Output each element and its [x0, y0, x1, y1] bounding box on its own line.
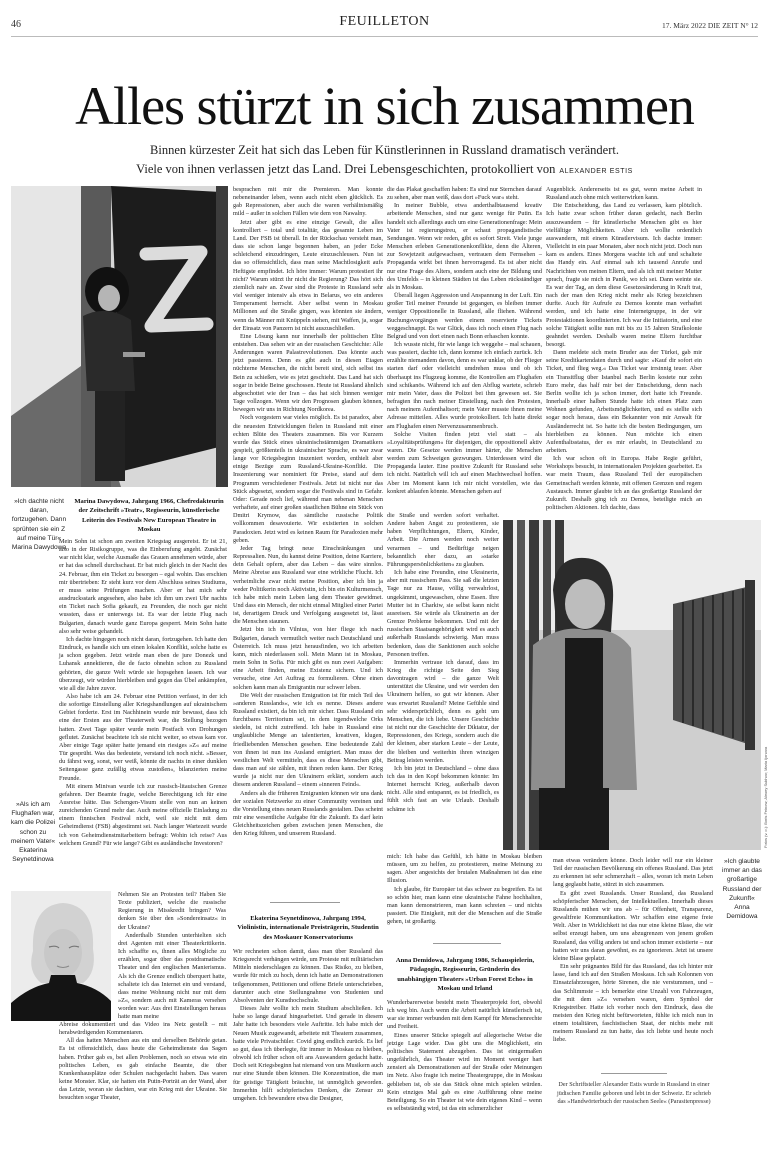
- paragraph: Abreise dokumentiert und das Video ins Netz gestellt – mit herabwürdigenden Kommentaren.: [59, 1021, 227, 1037]
- paragraph: Augenblick. Andererseits ist es gut, wenn meine Arbeit in Russland auch ohne mich weiterwirken kann.: [546, 186, 702, 202]
- paragraph: Also habe ich am 24. Februar eine Petition verfasst, in der ich die sofortige Einstellung aller Kriegshandlungen auf ukrainischem Gebiet forderte. Erst im Nachhinein wurde mir bewusst, dass ich eine der Ersten aus der Theaterwelt war, die Stellung bezogen hatten. Zwei Tage später wurde mein Postfach von Drohungen geflutet. Zunächst beachtete ich sie nicht weiter, so etwas kam vor. Aber einige Tage später hatte jemand ein riesiges »Z« auf meine Tür gesprüht. Was das bedeutete, verstand ich noch nicht. »Besser, du fährst weg, sonst, wer weiß, könnte dir nachts in einer dunklen Seitengasse ganz zufällig etwas zustoßen«, bilanzierten meine Freunde.: [59, 692, 227, 782]
- paragraph: Ich war schon oft in Europa. Habe Regie geführt, Workshops besucht, in internationalen Projekten gearbeitet. Es war mein Traum, dass Russland Teil der europäischen Gemeinschaft werden könnte, mit offenen Grenzen und regem Austausch. Immer glaubte ich an das großartige Russland der Zukunft. Deshalb ging ich zu Demos, beteiligte mich an politischen Aktionen. Ich dachte, dass: [546, 455, 702, 512]
- paragraph: Ich habe eine Freundin, eine Ukrainerin, aber mit russischem Pass. Sie saß die letzten Tage nur zu Hause, völlig verwahrlost, ungekämmt, ungewaschen, ohne Essen. Ihre Mutter ist in Charkiw, sie selbst kann nicht ausreisen. Sie würde als Ukrainerin an der Grenze Probleme bekommen. Und mit der russischen Staatsangehörigkeit wird es auch außerhalb Russlands schwierig. Man muss bedenken, dass die Sanktionen auch solche Personen treffen.: [387, 569, 499, 658]
- column-3-text-anna: [387, 999, 542, 1113]
- photo-anna-image: [503, 520, 761, 850]
- headline: Alles stürzt in sich zusammen: [75, 76, 694, 136]
- deck: [0, 141, 769, 181]
- section-title: FEUILLETON: [339, 14, 430, 29]
- column-3-text: [387, 186, 542, 496]
- author-footnote: Der Schriftsteller Alexander Estis wurde in Russland in einer jüdischen Familie geboren und lebt in der Schweiz. Er schrieb das »Handwörterbuch der russischen Seele« (Parasitenpresse): [557, 1081, 711, 1105]
- deck-line-2-text: Viele von ihnen verlassen jetzt das Land. Drei Lebensgeschichten, protokolliert von: [136, 162, 556, 176]
- paragraph: Eine Lösung kann nur innerhalb der politischen Elite entstehen. Das sehen wir an der russischen Geschichte: Alle Änderungen waren Palastrevolutionen. Das könnte auch jetzt passieren. Denn es gibt auch in diesen Etagen nüchterne Menschen, die nicht bereit sind, sich selbst ins Bein zu schießen, wie es jetzt geschieht. Das Land hat sich sogar in beide Beine geschossen. Heute ist Russland ähnlich abgeschottet wie der Iran – das hat sich binnen weniger Tage vollzogen. Wenn wir den Prognosen glauben können, bewegen wir uns in Richtung Nordkorea.: [233, 332, 383, 414]
- pull-quote-attribution: Anna Demidowa: [726, 904, 758, 921]
- paragraph: Ich dachte hingegen noch nicht daran, fortzugehen. Ich hatte den Eindruck, es handle sich um einen lokalen Konflikt, solche hatte es ja schon gegeben. Jetzt würde man eben de jure Donezk und Luhansk annektieren, die de facto ohnehin schon zu Russland gehörten, die ganze Welt würde sie hopsgehen lassen. Ich war überzeugt, wir würden hierbleiben und gegen das Übel ankämpfen, wie all die Jahre zuvor.: [59, 635, 227, 692]
- paragraph: Dann meldete sich mein Bruder aus der Türkei, gab mir seine Kreditkartendaten durch und sagte: »Kauf dir sofort ein Ticket, und flieg weg.« Das Ticket war irrsinnig teuer. Aber ein Transitflug über Istanbul nach Berlin kostete nur zehn Euro mehr, das half mir bei der Entscheidung, denn nach Berlin wollte ich ja schon immer, dort hatte ich Freunde. Innerhalb einer halben Stunde hatte ich einen Platz zum Wohnen gefunden, Arbeitsmöglichkeiten, und es stellte sich sogar noch heraus, dass ein Bekannter von mir Anwalt für Ausländerrecht ist. So hatte ich die besten Bedingungen, um hierbleiben zu können. Nun möchte ich einen Aufenthaltsstatus, der es mir erlaubt, in Deutschland zu arbeiten.: [546, 349, 702, 454]
- paragraph: Solche Visiten finden jetzt viel statt – als »Loyalitätsprüfungen« für diejenigen, die oppositionell aktiv waren. Die Gesetze werden immer härter, die Menschen werden zum Schweigen gezwungen. Unterdessen wird die Propaganda lauter. Eine positive Zukunft für Russland sehe ich nicht. Natürlich will ich auf einen Machtwechsel hoffen. Aber im Moment kann ich mir nicht vorstellen, wie das konkret ablaufen könnte. Menschen gehen auf: [387, 430, 542, 495]
- paragraph: Dieses Jahr wollte ich mein Studium abschließen. Ich habe so lange darauf hingearbeitet. Und gerade in diesem Jahr hatte ich besonders viele Auftritte. Ich habe mich der Neuen Musik zugewandt, arbeitete mit Theatern zusammen, hatte viele Privatschüler. Covid ging endlich zurück. Es lief so gut, dass ich überlegte, für immer in Moskau zu bleiben, obwohl ich früher schon oft ans Auswandern gedacht hatte. Doch seit Kriegsbeginn hat niemand von uns Musikern auch nur eine Stunde üben können. Die Konzentration, die man für geistige Tätigkeit bräuchte, ist unmöglich geworden. Immerhin hilft schöpferisches Denken, die Zensur zu umgehen. Ich bewundere etwa die Designer,: [233, 1005, 383, 1102]
- column-3-text-narrow: [387, 512, 499, 814]
- column-2-text-ekaterina: [233, 948, 383, 1103]
- paragraph: Eines unserer Stücke spiegelt auf allegorische Weise die jetzige Lage wider. Das gibt uns die Möglichkeit, ein politisches Statement abzugeben. Das ist einigermaßen ungefährlich, das Theater wird im Moment weniger hart zensiert als Demonstrationen auf der Straße oder Meinungen im Netz. Also fragte ich meine Theatergruppe, die in Moskau geblieben ist, ob sie das Stück ohne mich spielen würden. Kein einziges Mal gab es eine Aufführung ohne meine Beteiligung. So ein Theater ist wie dein eigenes Kind – wenn es selbstständig wird, ist das ein schmerzlicher: [387, 1031, 542, 1113]
- paragraph: Anderthalb Stunden unterhielten sich drei Agenten mit einer Theaterkritikerin. Ich schaffte es, ihnen alles Mögliche zu erzählen, sogar über das postdramatische Theater und den englischen Manierismus. Als ich die Grenze endlich überquert hatte, schaltete ich das Internet ein und verstand, dass meine Wohnung nicht nur mit dem »Z«, sondern auch mit Kameras versehen worden war: Aus drei Einstellungen heraus hatte man meine: [118, 931, 226, 1021]
- paragraph: Überall liegen Aggression und Anspannung in der Luft. Ein großer Teil meiner Freunde ist gegangen, es bleiben immer weniger Oppositionelle in Russland, alle fliehen. Während Buchungsvorgängen werden einem reservierte Tickets weggeschnappt. Es war Glück, dass ich noch einen Flug nach Belgrad und von dort einen nach Bonn erhaschen konnte.: [387, 292, 542, 340]
- paragraph: Noch vorgestern war vieles möglich. Es ist paradox, aber die neuesten Entwicklungen fielen in Russland mit einer echten Blüte des Theaters zusammen. Bis vor Kurzem wurde das Stück eines ukrainischstämmigen Dramatikers gespielt, größtenteils in ukrainischer Sprache, es war zwar lange vor Kriegsbeginn inszeniert worden, enthielt aber einige Bezüge zum Russland-Ukraine-Konflikt. Die Inszenierung war nominiert für Preise, stand auf dem Programm verschiedener Festivals. Jetzt ist nicht nur das Stück abgesetzt, sondern sogar die Festivals sind in Gefahr. Oder: Gerade noch lief, während man nebenan Menschen verhaftete, auf einer großen staatlichen Bühne ein Stück von Dmitri Krymow, das sämtliche russische Politik vollkommen desavouierte. Wir existierten in solchen Paradoxien. Jetzt wird es keinen Raum für Paradoxien mehr geben.: [233, 414, 383, 544]
- paragraph: Ich wusste nicht, für wie lange ich weggehe – mal schauen, was passiert, dachte ich, dann komme ich einfach zurück. Ich erzählte niemandem davon, denn es war unklar, ob der Flieger starten darf oder vielleicht umdrehen muss und ob ich überhaupt ins Flugzeug komme, die Kontrollen am Flughafen sind schikanös. Während ich auf den Abflug wartete, schrieb mir mein Vater, dass die Polizei bei ihm gewesen sei. Sie befragten ihn nach meiner Einstellung, nach den Protesten, nach meinem Aufenthaltsort; mein Vater musste ihnen meine Adresse mitteilen. Alles wurde protokolliert. Ich hatte direkt am Flughafen einen Nervenzusammenbruch.: [387, 340, 542, 430]
- paragraph: Ich glaube, für Europäer ist das schwer zu begreifen. Es ist so schön hier, man kann eine ukrainische Fahne hochhalten, man kann demonstrieren, man kann schreien – und nichts passiert. Die Einigkeit, mit der die Menschen auf die Straße gehen, ist großartig.: [387, 885, 542, 926]
- column-4-text-continued: [553, 857, 713, 1045]
- pull-quote-anna: [718, 857, 766, 921]
- paragraph: Die Welt der russischen Emigration ist für mich Teil des »anderen Russlands«, wie ich es nenne. Dieses andere Russland existiert, da bin ich mir sicher. Dass Russland ein furchtbares Territorium sei, in dem irgendwelche Orks siedeln, ist nicht zutreffend. Ich habe in Russland eine unglaubliche Menge an talentierten, kreativen, klugen, friedliebenden Menschen gesehen. Eine bedeutende Zahl von ihnen ist nun ins Ausland emigriert. Man muss der westlichen Welt vermitteln, dass es diese Menschen gibt, dass man auf sie zählen, mit ihnen reden kann. Der Krieg wurde ja nicht nur den Ukrainern erklärt, sondern auch diesem anderen Russland – einem »inneren Feind«.: [233, 691, 383, 789]
- paragraph: Ich bin jetzt in Deutschland – ohne dass ich das in den Kopf bekommen könnte: Im Internet herrscht Krieg, außerhalb davon nicht. Alle sind entspannt, es ist friedlich, es fühlt sich fast an wie Urlaub. Deshalb schäme ich: [387, 764, 499, 813]
- column-2-text: [233, 186, 383, 839]
- column-4-text: [546, 186, 702, 512]
- photo-anna-demidowa: [503, 520, 761, 850]
- author-byline: ALEXANDER ESTIS: [559, 168, 633, 175]
- bio-marina-dawydowa: Marina Dawydowa, Jahrgang 1966, Chefredakteurin der Zeitschrift »Teatr«, Regisseurin, künstlerische Leiterin des Festivals New European Theatre in Moskau: [74, 498, 224, 534]
- section-separator: [433, 943, 501, 944]
- bio-ekaterina-seynetdinowa: Ekaterina Seynetdinowa, Jahrgang 1994, Violinistin, internationale Preisträgerin, Studentin des Moskauer Konservatoriums: [237, 915, 379, 941]
- paragraph: Jetzt aber gibt es eine einzige Gewalt, die alles kontrolliert – total und totalitär, das gesamte Leben im Land. Der FSB ist überall. In der Rückschau versteht man, dass sie schon lange begonnen haben, an jeder Ecke schleichend einzudringen, Leute einzuschleusen. Nun ist das so offensichtlich, dass man seine Machtlosigkeit aufs Heftigste empfindet. Ich höre immer: Warum protestiert ihr nicht? Warum stürzt ihr nicht die Regierung? Das hört sich ziemlich naiv an. Zwar sind die Proteste in Russland sehr viel weniger intensiv als etwa in Belarus, wo ein anderes Temperament herrscht. Aber selbst wenn in Moskau Millionen auf die Straße gingen, was könnten sie ändern, wenn da Männer mit Knüppeln stehen, mit Waffen, ja, sogar der Einsatz von Panzern ist nicht auszuschließen.: [233, 218, 383, 332]
- column-1-text: [59, 538, 227, 848]
- photo-marina-dawydowa: [11, 186, 228, 487]
- paragraph: mich: Ich habe das Gefühl, ich hätte in Moskau bleiben müssen, um zu helfen, zu protestieren, meine Meinung zu sagen. Aber angesichts der brutalen Maßnahmen ist das eine Illusion.: [387, 853, 542, 885]
- paragraph: Es gibt zwei Russlands. Unser Russland, das Russland schöpferischer Menschen, der Intellektuellen. Innerhalb dieses Russlands mühen wir uns ab – für Offenheit, Transparenz, gewaltfreie Kommunikation. Wir schaffen eine eigene freie Welt. Aber in Wirklichkeit ist das nur eine kleine Blase, die wir selbst erzeugt haben, um uns abzugrenzen von jenem großen Russland, das völlig anders ist und schon immer existierte – nur hatten wir uns daran gewöhnt, es zu ignorieren. Jetzt ist unsere kleine Blase geplatzt.: [553, 889, 713, 962]
- paragraph: Wunderbarerweise besteht mein Theaterprojekt fort, obwohl ich weg bin. Auch wenn die Arbeit natürlich künstlerisch ist, war sie immer verbunden mit dem Kampf für Menschenrechte und Freiheit.: [387, 999, 542, 1031]
- paragraph: Anders als die früheren Emigranten können wir uns dank der sozialen Netzwerke zu einer Community vereinen und die Vorstellung eines neuen Russlands gestalten. Das scheint mir eine wesentliche Aufgabe für die Zukunft. Es darf kein Gleichheitszeichen geben zwischen jenen Menschen, die den Krieg führen, und unserem Russland.: [233, 789, 383, 838]
- paragraph: In meiner Bubble, etwa anderthalbtausend kreativ arbeitende Menschen, sind nur ganz wenige für Putin. Es handelt sich allerdings auch um eine Generationenfrage: Mein Vater ist regierungstreu, er schaut propagandistische Sendungen. Wenn wir reden, gibt es sofort Streit. Viele junge Menschen erleben Generationenkonflikte, denn die Älteren, zur Sowjetzeit aufgewachsen, vertrauen dem Fernsehen – Propaganda wirkt bei ihnen hervorragend. Es ist aber nicht nur eine Frage des Alters, sondern auch eine der Bildung und des Umfelds – in kleinen Städten ist das Leben rückständiger als in Moskau.: [387, 202, 542, 291]
- pull-quote-text: »Als ich am Flughafen war, kam die Polizei schon zu meinem Vater«: [10, 801, 56, 845]
- pull-quote-text: »Ich dachte nicht daran, fortzugehen. Dann sprühten sie ein Z auf meine Tür«: [11, 498, 67, 542]
- pull-quote-text: »Ich glaubte immer an das großartige Russland der Zukunft«: [722, 858, 762, 902]
- column-3-text-continued: [387, 853, 542, 926]
- page-number: 46: [11, 19, 21, 30]
- photo-credit: Fotos (v. o.): Boris Feinow; Alexey Sukhov; Maria Ijonova: [763, 746, 768, 848]
- paragraph: Wir rechneten schon damit, dass man über Russland das Kriegsrecht verhängen würde, um Proteste mit militärischen Mitteln niederschlagen zu können. Das Risiko, zu bleiben, wurde für mich zu hoch, denn ich hatte an Demonstrationen teilgenommen, Petitionen und offene Briefe unterschrieben, darunter auch eine Stellungnahme von Studenten und Absolventen der Kunsthochschule.: [233, 948, 383, 1004]
- section-separator: [601, 1073, 667, 1074]
- paragraph: besprachen mit mir die Premieren. Man konnte nebeneinander leben, wenn auch nicht eben glücklich. Es gab Repressionen, aber auch die waren verhältnismäßig mild – außer in solchen Fällen wie dem von Nawalny.: [233, 186, 383, 218]
- pull-quote-attribution: Ekaterina Seynetdinowa: [12, 847, 54, 864]
- paragraph: Die Entscheidung, das Land zu verlassen, kam plötzlich. Ich hatte zwar schon früher daran gedacht, nach Berlin auszuwandern – für künstlerische Menschen gibt es hier vielfältige Möglichkeiten. Aber ich wollte ordentlich auswandern, mit einem Künstlervisum. Ich dachte immer: Vielleicht in ein paar Monaten, aber noch nicht jetzt. Doch nun kam es anders. Eines Morgens wachte ich auf und schaltete das Handy ein. Auf einmal sah ich tausend Anrufe und Nachrichten von meinen Eltern, und als ich mit meiner Mutter sprach, fragte sie mich in Panik, wo ich sei. Dann weinte sie. Es war der Tag, an dem diese Gesetzesänderung in Kraft trat, nach der man den Krieg nicht mehr als Krieg bezeichnen durfte. Auch für Aufrufe zu Demos konnte man verhaftet werden, und ich hatte eine Internetgruppe, in der wir Protestaktionen koordinierten. Ich war die Initiatorin, und eine solche Tätigkeit sollte nun mit bis zu 15 Jahren Strafkolonie geahndet werden. Deshalb waren meine Eltern furchtbar besorgt.: [546, 202, 702, 348]
- paragraph: Nehmen Sie an Protesten teil? Haben Sie Texte publiziert, welche die russische Regierung in Misskredit bringen? Was denken Sie über den »Sondereinsatz« in der Ukraine?: [118, 891, 226, 931]
- paragraph: Mein Sohn ist schon am zweiten Kriegstag ausgereist. Er ist 21, also in der Risikogruppe, was die Einberufung angeht. Zunächst war nicht klar, welche Ausmaße das Grauen annehmen würde, aber er hat das schnell durchschaut. Er bat mich gleich in der Nacht des 24. Februar, ihm ein Ticket zu besorgen – egal wohin. Das erschien mir übertrieben: Er steht kurz vor dem Abschluss seines Studiums, er muss seine Prüfungen machen. Aber er hat mich sehr ausdrucksstark angesehen, also habe ich ihm um zwei Uhr nachts ein Ticket nach Sofia gekauft, zu Freunden, die noch gar nicht wussten, dass er unterwegs ist. Es war der letzte Flug nach Bulgarien, danach wurde ganz Europa gesperrt. Mein Sohn hatte also sehr weise gehandelt.: [59, 538, 227, 635]
- photo-ekaterina-image: [11, 891, 111, 1021]
- deck-line-1: Binnen kürzester Zeit hat sich das Leben für Künstlerinnen in Russland dramatisch verändert.: [150, 143, 619, 157]
- section-separator: [270, 902, 340, 903]
- paragraph: die Straße und werden sofort verhaftet. Andere haben Angst zu protestieren, sie haben Verpflichtungen, Eltern, Kinder, Arbeit. Die Armen werden noch weiter verarmen – und Bedürftige neigen bekanntlich eher dazu, an »starke Führungspersönlichkeiten« zu glauben.: [387, 512, 499, 568]
- pull-quote-ekaterina: [8, 800, 58, 864]
- photo-ekaterina-seynetdinowa: [11, 891, 111, 1021]
- column-1-text-continued: [118, 891, 226, 1022]
- deck-line-2: [0, 160, 769, 181]
- paragraph: All das hatten Menschen aus ein und derselben Behörde getan. Es ist offensichtlich, dass heute die Geheimdienste das Sagen haben. Früher gab es, bei allen Problemen, noch so etwas wie ein politisches Leben, es gab einfache Beamte, die über Krankenhausplätze oder Schulen nachgedacht haben. Das waren keine Monster. Klar, sie hatten ein Putin-Porträt an der Wand, aber das Letzte, woran sie dachten, war ein Krieg mit der Ukraine. Sie besuchten sogar Theater,: [59, 1037, 227, 1102]
- paragraph: Mit einem Minivan wurde ich zur russisch-litauischen Grenze gefahren. Der Beamte fragte, welche Berechtigung ich für eine Ausreise hätte. Das Schengen-Visum stelle von nun an keinen zureichenden Grund mehr dar. Auch meine offizielle Einladung zu einem finnischen Festival nicht, weil sie nicht mit dem Geheimdienst (FSB) abgestimmt sei. Nach langer Wartezeit wurde ich von Geheimdienstmitarbeitern befragt: Wohin ich reise? Aus welchem Grund? Für wie lange? Gibt es ausländische Investoren?: [59, 782, 227, 847]
- paragraph: Jeder Tag bringt neue Einschränkungen und Repressalien. Nun, du kannst deine Position, deine Karriere, dein Gehalt opfern, aber das Leben – das wäre sinnlos. Meine Abreise aus Russland war eine wirkliche Flucht. Ich verheimliche zwar nicht meine Position, aber ich bin ja weder Politikerin noch Aktivistin, ich bin ein Kulturmensch, ich habe mich mein Leben lang dem Theater gewidmet. Und dass ein Mensch, der nicht einmal Mitglied einer Partei ist, derartigem Druck und Verfolgung ausgesetzt ist, lässt die Menschen staunen.: [233, 544, 383, 626]
- header-rule: [11, 36, 758, 37]
- paragraph: Immerhin vertraue ich darauf, dass im Krieg die richtige Seite den Sieg davontragen wird – die ganze Welt unterstützt die Ukraine, und wir werden den Ukrainern helfen, so gut wir können. Aber was erwartet Russland? Meine Gefühle sind sehr widersprüchlich, denn es geht um Menschen, die ich liebe. Unsere Geschichte ist nicht nur die Geschichte der Diktatur, der Repressionen, des Kriegs, sondern auch die der kleinen, aber starken Leute – der Leute, die bleiben und weiterhin ihren winzigen Beitrag leisten werden.: [387, 658, 499, 764]
- bio-anna-demidowa: Anna Demidowa, Jahrgang 1986, Schauspielerin, Pädagogin, Regisseurin, Gründerin des unabhängigen Theaters »Urban Forest Echo« in Moskau und Irland: [395, 957, 535, 993]
- paragraph: Ein sehr prägnantes Bild für das Russland, das ich hinter mir lasse, fand ich auf den Straßen Moskaus. Ich sah Kolonnen von Einsatzfahrzeugen, hörte Sirenen, die nie verstummen, und – das Schlimmste – ich bemerkte eine Unzahl von Fahrzeugen, die mit dem »Z« versehen waren, dem Symbol der Kriegstreiber. Hatte ich vorher noch den Eindruck, dass die meisten den Krieg nicht befürworteten, fühlte ich mich nun in einem totalitären, faschistischen Staat, der nichts mehr mit meinem Russland zu tun hatte, das ich liebte und heute noch liebe.: [553, 963, 713, 1044]
- paragraph: man etwas verändern könne. Doch leider will nur ein kleiner Teil der russischen Bevölkerung ein offenes Russland. Das jetzt zu erkennen ist sehr schmerzhaft – alles, woran ich mein Leben lang geglaubt hatte, stürzt in sich zusammen.: [553, 857, 713, 889]
- paragraph: die das Plakat geschaffen haben: Es sind nur Sternchen darauf zu sehen, aber man weiß, dass dort »Fuck war« steht.: [387, 186, 542, 202]
- column-1-text-end: [59, 1021, 227, 1103]
- paragraph: Jetzt bin ich in Vilnius, von hier fliege ich nach Bulgarien, danach vermutlich weiter nach Deutschland und Österreich. Ich muss jetzt herausfinden, wo ich arbeiten kann, mich niederlassen soll. Mein Mann ist in Moskau, mein Sohn in Sofia. Für mich gibt es nun zwei Aufgaben: eine Arbeit finden, meine Existenz sichern. Und ich versuche, eine Art Auftrag zu formulieren. Ohne einen solchen kann man als Emigrantin nur schwer leben.: [233, 626, 383, 691]
- date-issue: 17. März 2022 DIE ZEIT N° 12: [662, 21, 758, 30]
- pull-quote-attribution: Marina Dawydowa: [11, 544, 67, 552]
- photo-marina-image: [11, 186, 228, 487]
